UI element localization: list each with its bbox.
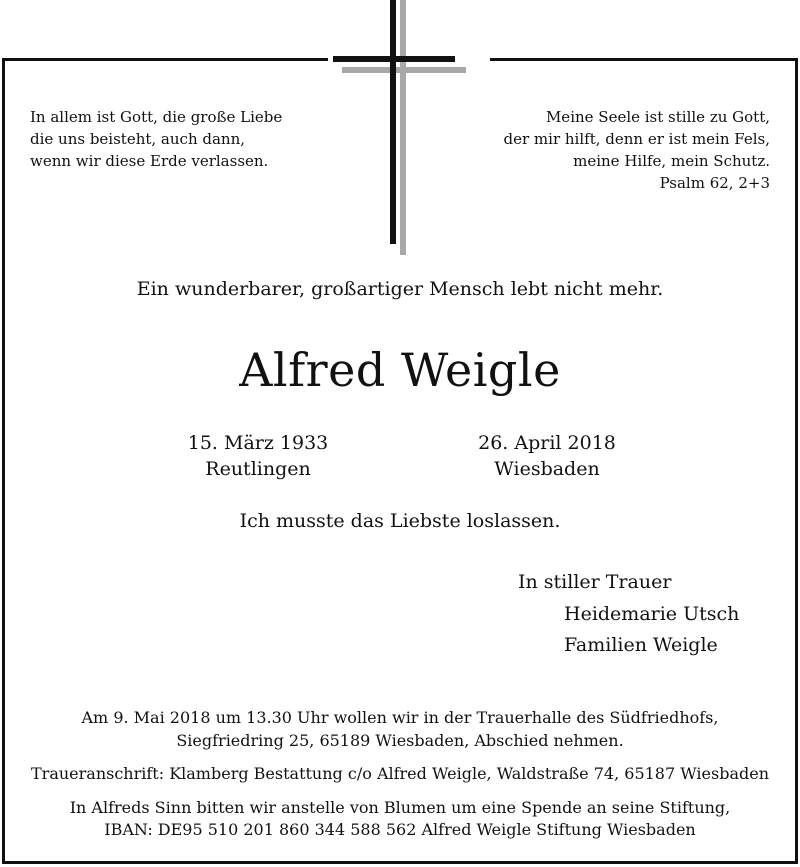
donation-line-2: IBAN: DE95 510 201 860 344 588 562 Alfred Weigle Stiftung Wiesbaden: [104, 820, 696, 839]
birth-place: Reutlingen: [205, 458, 311, 480]
quote-right-line: der mir hilft, denn er ist mein Fels,: [503, 130, 770, 148]
birth-block: [158, 430, 358, 482]
mourning-address: Traueranschrift: Klamberg Bestattung c/o Alfred Weigle, Waldstraße 74, 65187 Wiesbaden: [31, 764, 769, 783]
death-date: 26. April 2018: [478, 432, 616, 454]
deceased-name: Alfred Weigle: [239, 343, 561, 397]
cross-icon: [330, 0, 470, 260]
quote-right-line: meine Hilfe, mein Schutz.: [573, 152, 770, 170]
service-line-2: Siegfriedring 25, 65189 Wiesbaden, Abschied nehmen.: [176, 731, 624, 750]
birth-date: 15. März 1933: [187, 432, 329, 454]
headline: Ein wunderbarer, großartiger Mensch lebt nicht mehr.: [136, 278, 664, 300]
quote-right-reference: Psalm 62, 2+3: [659, 174, 770, 192]
quote-left-line: wenn wir diese Erde verlassen.: [30, 152, 269, 170]
service-line-1: Am 9. Mai 2018 um 13.30 Uhr wollen wir in der Trauerhalle des Südfriedhofs,: [81, 708, 719, 727]
frame-top-left: [2, 58, 328, 61]
cross-shadow-horizontal: [342, 67, 466, 73]
quote-right: [504, 106, 770, 194]
quote-left-line: die uns beisteht, auch dann,: [30, 130, 246, 148]
cross-shadow-vertical: [400, 0, 406, 255]
quote-left: [30, 106, 282, 172]
farewell-line: Ich musste das Liebste loslassen.: [239, 510, 561, 532]
frame-bottom: [2, 861, 798, 864]
death-place: Wiesbaden: [494, 458, 600, 480]
mourner-name: Familien Weigle: [564, 634, 718, 656]
cross-horizontal: [333, 56, 455, 62]
mourners-intro: In stiller Trauer: [518, 571, 672, 593]
cross-vertical: [390, 0, 396, 244]
quote-left-line: In allem ist Gott, die große Liebe: [30, 108, 283, 126]
donation-line-1: In Alfreds Sinn bitten wir anstelle von Blumen um eine Spende an seine Stiftung,: [69, 798, 731, 817]
mourner-name: Heidemarie Utsch: [564, 603, 740, 625]
quote-right-line: Meine Seele ist stille zu Gott,: [545, 108, 770, 126]
frame-top-right: [490, 58, 798, 61]
death-block: [447, 430, 647, 482]
